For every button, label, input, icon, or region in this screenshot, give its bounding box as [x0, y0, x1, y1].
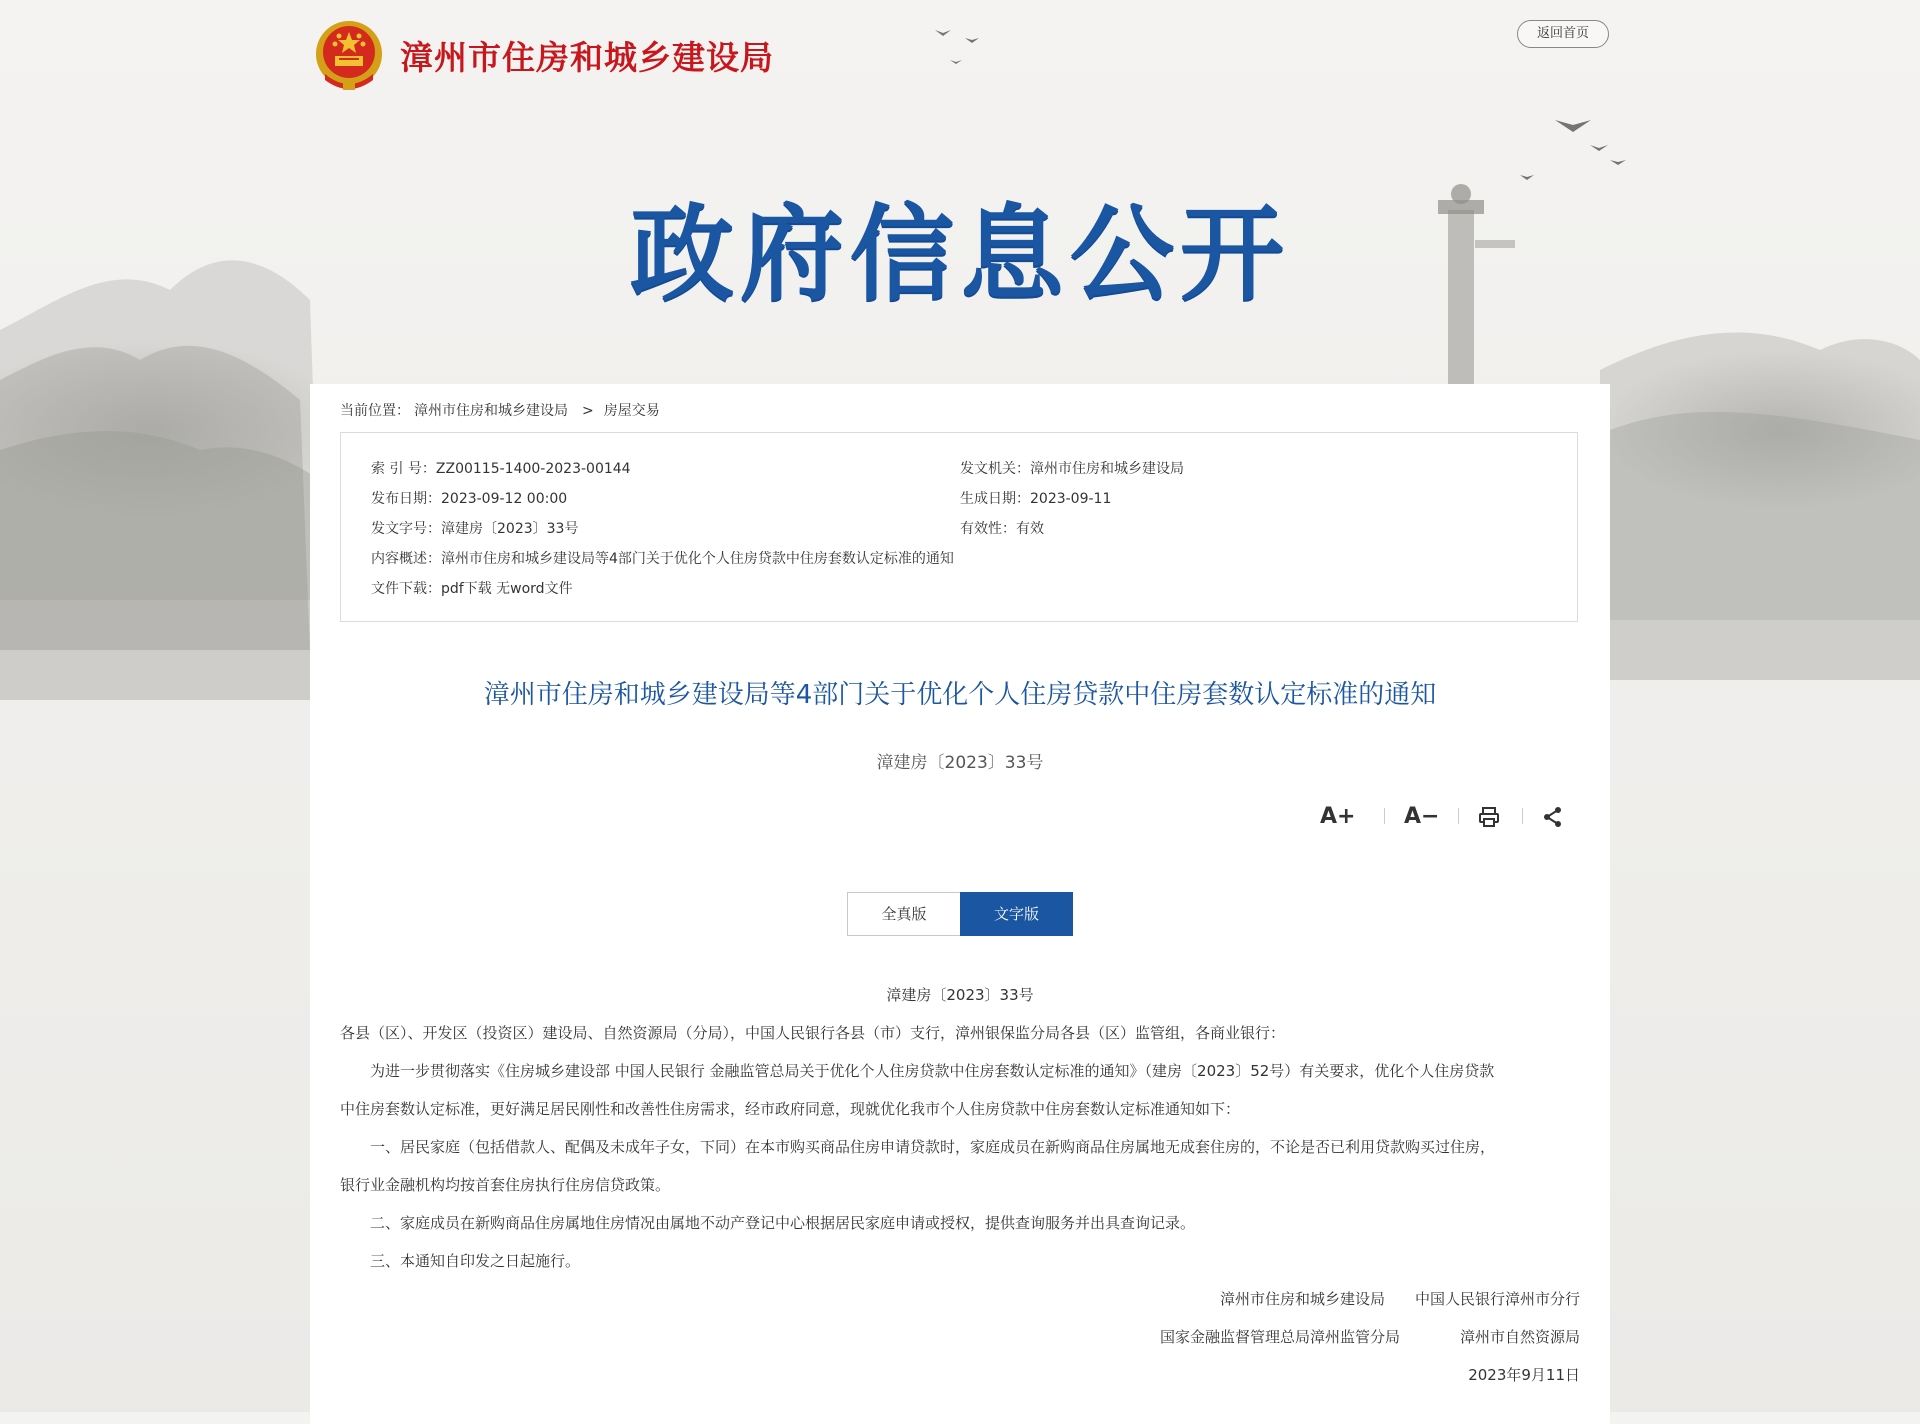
breadcrumb-item-bureau[interactable]: 漳州市住房和城乡建设局	[414, 403, 568, 419]
breadcrumb-label: 当前位置：	[340, 403, 410, 419]
meta-validity: 有效性：有效	[960, 521, 1044, 537]
breadcrumb-separator: >	[582, 403, 594, 419]
body-paragraph: 银行业金融机构均按首套住房执行住房信贷政策。	[340, 1176, 671, 1194]
body-salutation: 各县（区）、开发区（投资区）建设局、自然资源局（分局），中国人民银行各县（市）支行，漳州银保监分局各县（区）监管组，各商业银行：	[340, 1024, 1286, 1042]
tool-divider	[1522, 808, 1523, 824]
breadcrumb-item-housing-trade[interactable]: 房屋交易	[603, 403, 660, 419]
site-name[interactable]: 漳州市住房和城乡建设局	[400, 38, 774, 77]
font-larger-button[interactable]: A+	[1320, 804, 1356, 829]
meta-generate-date: 生成日期：2023-09-11	[960, 491, 1112, 507]
document-title: 漳州市住房和城乡建设局等4部门关于优化个人住房贷款中住房套数认定标准的通知	[483, 680, 1437, 710]
word-download-status: 无word文件	[496, 581, 573, 597]
meta-summary: 内容概述：漳州市住房和城乡建设局等4部门关于优化个人住房贷款中住房套数认定标准的通知	[371, 551, 954, 567]
body-doc-number: 漳建房〔2023〕33号	[886, 986, 1034, 1004]
site-header	[0, 0, 1920, 120]
pdf-download-link[interactable]: pdf下载	[441, 581, 492, 597]
text-version-tab[interactable]: 文字版	[960, 892, 1073, 936]
full-version-tab[interactable]: 全真版	[847, 892, 960, 936]
printer-icon[interactable]	[1478, 806, 1500, 828]
meta-download: 文件下载：pdf下载 无word文件	[371, 581, 573, 597]
body-paragraph: 为进一步贯彻落实《住房城乡建设部 中国人民银行 金融监管总局关于优化个人住房贷款中住房套数认定标准的通知》（建房〔2023〕52号）有关要求，优化个人住房贷款	[370, 1062, 1495, 1080]
share-icon[interactable]	[1542, 806, 1564, 828]
meta-issuer: 发文机关：漳州市住房和城乡建设局	[960, 461, 1184, 477]
document-metadata	[340, 432, 1578, 622]
meta-doc-number: 发文字号：漳建房〔2023〕33号	[371, 521, 579, 537]
content-panel	[310, 384, 1610, 1424]
meta-publish-date: 发布日期：2023-09-12 00:00	[371, 491, 568, 507]
banner-title: 政府信息公开	[629, 193, 1290, 315]
body-paragraph: 二、家庭成员在新购商品住房属地住房情况由属地不动产登记中心根据居民家庭申请或授权，提供查询服务并出具查询记录。	[370, 1214, 1196, 1232]
tool-divider	[1458, 808, 1459, 824]
view-toggle	[847, 892, 1073, 936]
body-paragraph: 一、居民家庭（包括借款人、配偶及未成年子女，下同）在本市购买商品住房申请贷款时，家庭成员在新购商品住房属地无成套住房的，不论是否已利用贷款购买过住房，	[370, 1138, 1496, 1156]
font-smaller-button[interactable]: A−	[1404, 804, 1440, 829]
tool-divider	[1384, 808, 1385, 824]
breadcrumb	[340, 400, 664, 420]
signature-date: 2023年9月11日	[1468, 1366, 1580, 1384]
document-number: 漳建房〔2023〕33号	[876, 753, 1044, 773]
signature-line-2: 国家金融监督管理总局漳州监管分局 漳州市自然资源局	[1159, 1328, 1580, 1346]
signature-line-1: 漳州市住房和城乡建设局 中国人民银行漳州市分行	[1219, 1290, 1580, 1308]
body-paragraph: 中住房套数认定标准，更好满足居民刚性和改善性住房需求，经市政府同意，现就优化我市个人住房贷款中住房套数认定标准通知如下：	[340, 1100, 1241, 1118]
document-body	[340, 984, 1580, 1404]
body-paragraph: 三、本通知自印发之日起施行。	[370, 1252, 581, 1270]
back-home-button[interactable]: 返回首页	[1517, 20, 1609, 48]
national-emblem-icon	[313, 18, 385, 94]
meta-index: 索 引 号：ZZ00115-1400-2023-00144	[371, 461, 631, 477]
